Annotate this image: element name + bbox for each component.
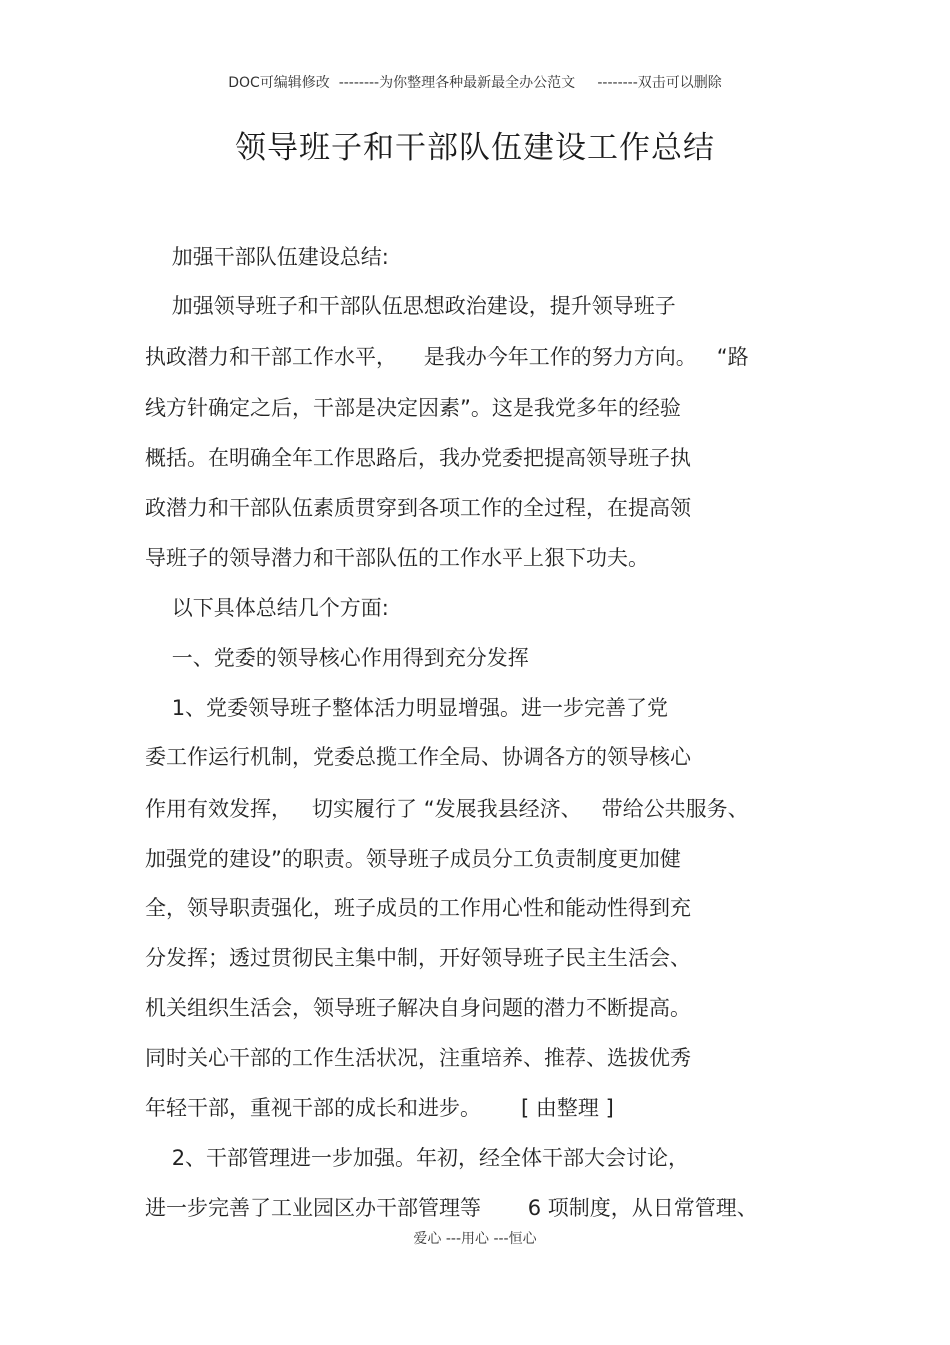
body-line: 以下具体总结几个方面: bbox=[145, 596, 389, 620]
body-line: 加强干部队伍建设总结: bbox=[145, 245, 389, 269]
body-line: 委工作运行机制，党委总揽工作全局、协调各方的领导核心 bbox=[145, 745, 691, 769]
body-line: 年轻干部，重视干部的成长和进步。 [ 由整理 ] bbox=[145, 1096, 614, 1120]
body-line: 进一步完善了工业园区办干部管理等 6 项制度，从日常管理、 bbox=[145, 1196, 758, 1220]
body-line: 执政潜力和干部工作水平， 是我办今年工作的努力方向。 “路 bbox=[145, 345, 749, 369]
page-header: DOC可编辑修改 --------为你整理各种最新最全办公范文 --------双击可以删除 bbox=[228, 75, 722, 91]
body-line: 加强领导班子和干部队伍思想政治建设，提升领导班子 bbox=[145, 294, 676, 318]
body-line: 线方针确定之后，干部是决定因素”。这是我党多年的经验 bbox=[145, 396, 681, 420]
body-line: 导班子的领导潜力和干部队伍的工作水平上狠下功夫。 bbox=[145, 546, 649, 570]
page-footer: 爱心 ---用心 ---恒心 bbox=[413, 1231, 537, 1247]
body-line: 机关组织生活会，领导班子解决自身问题的潜力不断提高。 bbox=[145, 996, 691, 1020]
body-line: 概括。在明确全年工作思路后，我办党委把提高领导班子执 bbox=[145, 446, 691, 470]
body-line: 1、党委领导班子整体活力明显增强。进一步完善了党 bbox=[145, 696, 669, 720]
document-title: 领导班子和干部队伍建设工作总结 bbox=[235, 130, 715, 166]
body-line: 政潜力和干部队伍素质贯穿到各项工作的全过程，在提高领 bbox=[145, 496, 691, 520]
body-line: 全，领导职责强化，班子成员的工作用心性和能动性得到充 bbox=[145, 896, 691, 920]
body-line: 分发挥；透过贯彻民主集中制，开好领导班子民主生活会、 bbox=[145, 946, 691, 970]
body-line: 同时关心干部的工作生活状况，注重培养、推荐、选拔优秀 bbox=[145, 1046, 691, 1070]
body-line: 作用有效发挥， 切实履行了 “发展我县经济、 带给公共服务、 bbox=[145, 797, 749, 821]
section-heading: 一、党委的领导核心作用得到充分发挥 bbox=[145, 646, 529, 670]
body-line: 2、干部管理进一步加强。年初，经全体干部大会讨论， bbox=[145, 1146, 690, 1170]
body-line: 加强党的建设”的职责。领导班子成员分工负责制度更加健 bbox=[145, 847, 681, 871]
